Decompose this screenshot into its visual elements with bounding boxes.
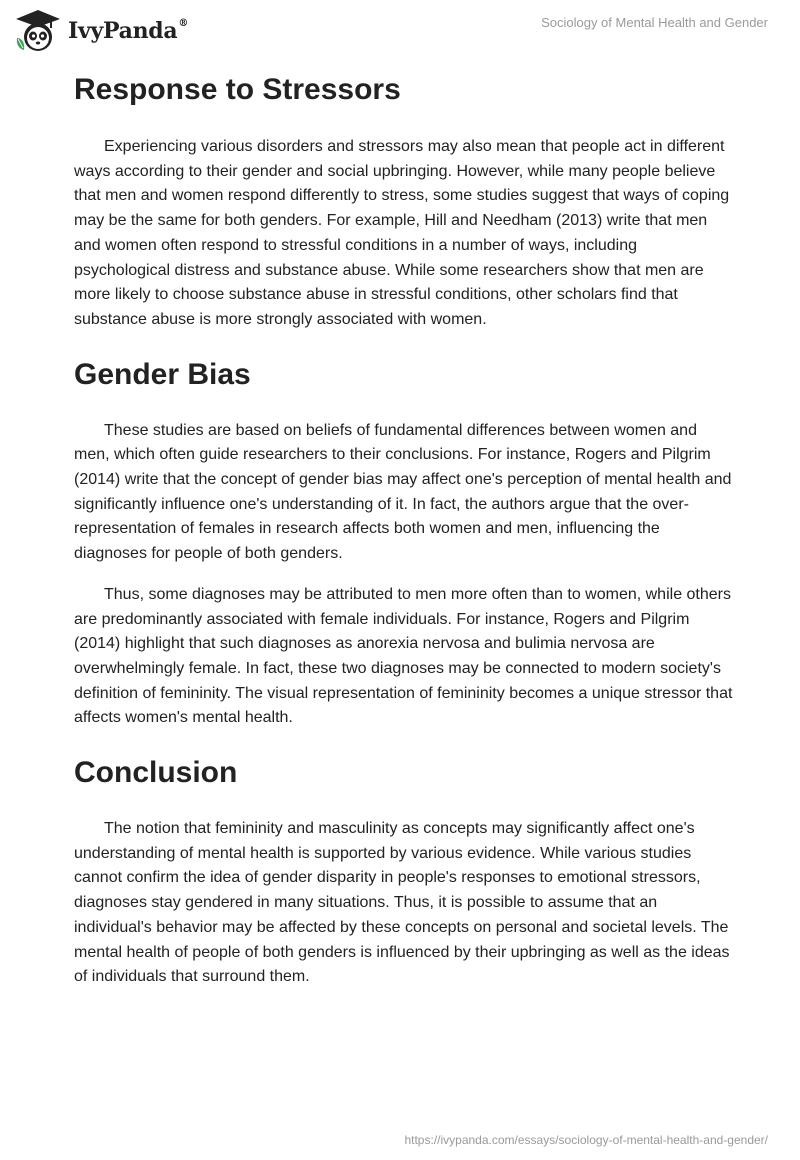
section-response-to-stressors [74,72,734,333]
source-url[interactable]: https://ivypanda.com/essays/sociology-of-mental-health-and-gender/ [404,1133,768,1147]
paragraph: Experiencing various disorders and stressors may also mean that people act in different ways according to their gender and social upbringing. However, while many people believe that men and women respond differently to stress, some studies suggest that ways of coping may be the same for both genders. For example, Hill and Needham (2013) write that men and women often respond to stressful conditions in a number of ways, including psychological distress and substance abuse. While some researchers show that men are more likely to choose substance abuse in stressful conditions, other scholars find that substance abuse is more strongly associated with women. [74,138,730,328]
section-heading: Conclusion [74,756,238,790]
section-conclusion [74,755,734,990]
paragraph: Thus, some diagnoses may be attributed to men more often than to women, while others are predominantly associated with female individuals. For instance, Rogers and Pilgrim (2014) highlight that such diagnoses as anorexia nervosa and bulimia nervosa are overwhelmingly female. In fact, these two diagnoses may be connected to modern society's definition of femininity. The visual representation of femininity becomes a unique stressor that affects women's mental health. [74,585,733,727]
page-header [0,0,800,70]
ivypanda-logo[interactable] [14,8,188,54]
panda-graduation-cap-icon [14,8,62,54]
paragraph: These studies are based on beliefs of fundamental differences between women and men, which often guide researchers to their conclusions. For instance, Rogers and Pilgrim (2014) write that the concept of gender bias may affect one's perception of mental health and significantly influence one's understanding of it. In fact, the authors argue that the over-representation of females in research affects both women and men, influencing the diagnoses for people of both genders. [74,421,732,563]
paragraph: The notion that femininity and masculinity as concepts may significantly affect one's understanding of mental health is supported by various evidence. While various studies cannot confirm the idea of gender disparity in people's responses to emotional stressors, diagnoses stay gendered in many situations. Thus, it is possible to assume that an individual's behavior may be affected by these concepts on personal and societal levels. The mental health of people of both genders is influenced by their upbringing as well as the ideas of individuals that surround them. [74,820,730,986]
brand-name: IvyPanda® [68,17,189,44]
article-body [74,72,734,990]
section-heading: Gender Bias [74,357,251,391]
document-title: Sociology of Mental Health and Gender [541,15,768,30]
section-gender-bias [74,357,734,731]
section-heading: Response to Stressors [74,73,401,106]
